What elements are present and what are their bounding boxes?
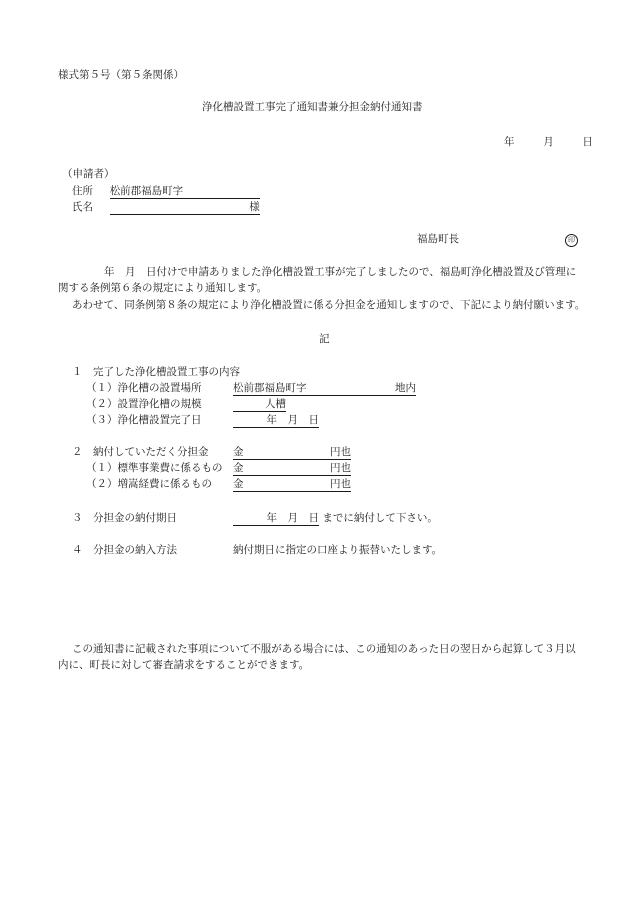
name-field (110, 200, 260, 215)
additional-cost-suffix: 円也 (330, 478, 351, 490)
completion-date-value: 年 月 日 (266, 414, 319, 426)
applicant-name-row (72, 200, 260, 215)
item1-sub3-label: （３）浄化槽設置完了日 (86, 414, 202, 426)
location-field (233, 381, 416, 396)
date-month: 月 (543, 136, 554, 148)
item1-sub2-label: （２）設置浄化槽の規模 (86, 398, 202, 410)
body-para1-line1: 年 月 日付けで申請ありました浄化槽設置工事が完了しましたので、福島町浄化槽設置及び管理に (104, 266, 577, 278)
standard-cost-field (233, 461, 351, 476)
item1-sub2-field (233, 397, 286, 412)
due-date-value: 年 月 日 (266, 512, 319, 524)
issuer-title: 福島町長 (417, 233, 459, 245)
date-day: 日 (582, 136, 593, 148)
item2-sub1-field (233, 461, 351, 476)
standard-cost-prefix: 金 (233, 462, 244, 474)
item2-total-field (233, 445, 351, 460)
item2-sub2 (86, 477, 212, 491)
item2-sub1-label: （１）標準事業費に係るもの (86, 462, 223, 474)
item4-heading: ４ 分担金の納入方法 (72, 544, 177, 556)
due-date-instruction: までに納付して下さい。 (322, 512, 438, 524)
total-amount-field (233, 445, 351, 460)
address-value: 松前郡福島町字 (109, 185, 184, 197)
notice-line1: この通知書に記載された事項について不服がある場合には、この通知のあった日の翌日から起算して３月以 (72, 643, 576, 655)
item1-sub3-field (233, 413, 319, 428)
item1-sub1-field (233, 381, 416, 396)
item1-sub1 (86, 381, 202, 395)
item2-sub2-field (233, 477, 351, 492)
address-field (110, 184, 260, 199)
item1-sub3 (86, 413, 202, 427)
location-suffix: 地内 (395, 382, 416, 394)
item2-heading: ２ 納付していただく分担金 (72, 446, 209, 458)
item1-sub1-label: （１）浄化槽の設置場所 (86, 382, 202, 394)
form-number: 様式第５号（第５条関係） (58, 69, 184, 81)
date-year: 年 (504, 136, 515, 148)
item3-field (233, 511, 438, 526)
address-label: 住所 (72, 185, 93, 197)
name-suffix: 様 (249, 201, 260, 213)
standard-cost-suffix: 円也 (330, 462, 351, 474)
body-para2: あわせて、同条例第８条の規定により浄化槽設置に係る分担金を通知しますので、下記により納付願います。 (72, 299, 586, 311)
ki-heading: 記 (319, 333, 330, 345)
seal-icon: 印 (565, 234, 578, 247)
applicant-address-row (72, 184, 260, 199)
item4-value: 納付期日に指定の口座より振替いたします。 (233, 544, 443, 556)
item3-heading: ３ 分担金の納付期日 (72, 512, 177, 524)
seal-mark (565, 232, 578, 247)
document-title: 浄化槽設置工事完了通知書兼分担金納付通知書 (202, 101, 423, 113)
item1-heading: １ 完了した浄化槽設置工事の内容 (72, 366, 240, 378)
total-suffix: 円也 (330, 446, 351, 458)
item2-sub1 (86, 461, 223, 475)
capacity-unit: 人槽 (265, 398, 286, 410)
issue-date (504, 135, 593, 149)
due-date-field (233, 511, 319, 526)
location-value: 松前郡福島町字 (233, 382, 307, 394)
notice-line2: 内に、町長に対して審査請求をすることができます。 (58, 659, 310, 671)
additional-cost-prefix: 金 (233, 478, 244, 490)
additional-cost-field (233, 477, 351, 492)
item1-sub2 (86, 397, 202, 411)
applicant-heading: （申請者） (62, 168, 115, 180)
completion-date-field (233, 413, 319, 428)
body-para1-line2: 関する条例第６条の規定により通知します。 (58, 282, 268, 294)
name-label: 氏名 (72, 201, 93, 213)
capacity-field (233, 397, 286, 412)
item2-sub2-label: （２）増嵩経費に係るもの (86, 478, 212, 490)
total-prefix: 金 (233, 446, 244, 458)
